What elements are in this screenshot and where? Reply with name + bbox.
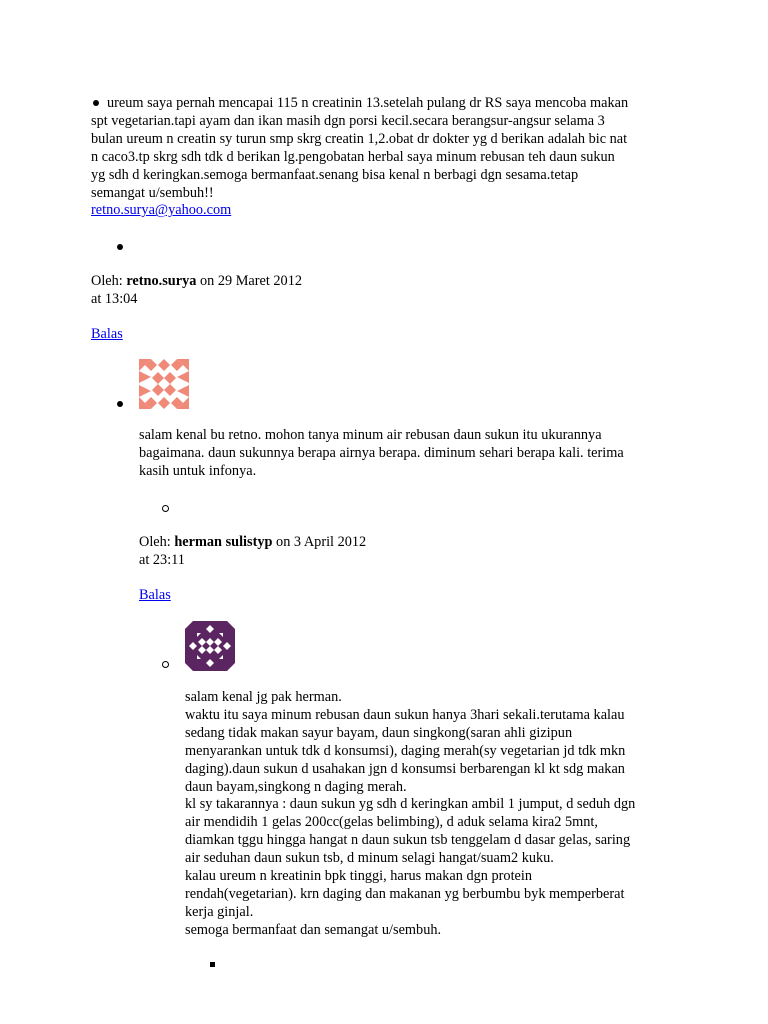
comment-line: semangat u/sembuh!! <box>91 184 214 201</box>
comment-line: air seduhan daun sukun tsb, d minum selagi hangat/suam2 kuku. <box>185 850 554 867</box>
comment-line: rendah(vegetarian). krn daging dan makanan yg berbumbu byk memperberat <box>185 885 625 902</box>
comment-line: kasih untuk infonya. <box>139 462 257 479</box>
comment-time: at 23:11 <box>139 551 185 568</box>
comment-line: air mendidih 1 gelas 200cc(gelas belimbing), d aduk selama kira2 5mnt, <box>185 814 598 831</box>
comment-line: sedang tidak makan sayur bayam, daun singkong(saran ahli gizipun <box>185 724 573 741</box>
comment-line: bulan ureum n creatin sy turun smp skrg creatin 1,2.obat dr dokter yg d berikan adalah bic nat <box>91 130 628 147</box>
by-label: Oleh: <box>139 534 171 550</box>
comment-line: salam kenal bu retno. mohon tanya minum air rebusan daun sukun itu ukurannya <box>139 427 602 443</box>
comment-body <box>91 95 731 220</box>
list-bullet <box>117 401 123 407</box>
comment-line: diamkan tggu hingga hangat n daun sukun tsb tenggelam d dasar gelas, saring <box>185 832 631 849</box>
comment-line: semoga bermanfaat dan semangat u/sembuh. <box>185 921 442 938</box>
comment-date: on 29 Maret 2012 <box>199 273 302 289</box>
email-link[interactable]: retno.surya@yahoo.com <box>91 202 232 219</box>
comment-body <box>185 689 725 940</box>
comment-date: on 3 April 2012 <box>276 534 367 550</box>
comment-author: herman sulistyp <box>174 534 273 550</box>
comment-line: ureum saya pernah mencapai 115 n creatinin 13.setelah pulang dr RS saya mencoba makan <box>107 95 629 111</box>
comment-meta <box>139 534 366 570</box>
comment-author: retno.surya <box>126 273 197 289</box>
avatar <box>185 621 235 671</box>
comment-meta <box>91 273 302 309</box>
comment-time: at 13:04 <box>91 290 138 307</box>
comment-body <box>139 427 699 481</box>
reply-link[interactable]: Balas <box>91 326 123 342</box>
reply-link[interactable]: Balas <box>139 587 171 603</box>
comment-line: bagaimana. daun sukunnya berapa airnya berapa. diminum sehari berapa kali. terima <box>139 444 624 461</box>
list-bullet <box>117 244 123 250</box>
comment-line: spt vegetarian.tapi ayam dan ikan masih dgn porsi kecil.secara berangsur-angsur selama 3 <box>91 112 605 129</box>
by-label: Oleh: <box>91 273 123 289</box>
comment-line: kerja ginjal. <box>185 903 254 920</box>
comment-line: menyarankan untuk tdk d konsumsi), daging merah(sy vegetarian jd tdk mkn <box>185 742 626 759</box>
comment-line: waktu itu saya minum rebusan daun sukun hanya 3hari sekali.terutama kalau <box>185 706 625 723</box>
list-bullet <box>162 505 169 512</box>
comment-line: salam kenal jg pak herman. <box>185 689 342 705</box>
comment-line: kalau ureum n kreatinin bpk tinggi, harus makan dgn protein <box>185 868 533 885</box>
list-bullet <box>210 962 215 967</box>
avatar <box>139 359 189 409</box>
comment-line: n caco3.tp skrg sdh tdk d berikan lg.pengobatan herbal saya minum rebusan teh daun sukun <box>91 148 615 165</box>
comment-line: yg sdh d keringkan.semoga bermanfaat.senang bisa kenal n berbagi dgn sesama.tetap <box>91 166 579 183</box>
comment-line: kl sy takarannya : daun sukun yg sdh d keringkan ambil 1 jumput, d seduh dgn <box>185 796 636 813</box>
comment-line: daging).daun sukun d usahakan jgn d konsumsi berbarengan kl kt sdg makan <box>185 760 625 777</box>
list-bullet <box>162 661 169 668</box>
comment-line: daun bayam,singkong n daging merah. <box>185 778 407 795</box>
